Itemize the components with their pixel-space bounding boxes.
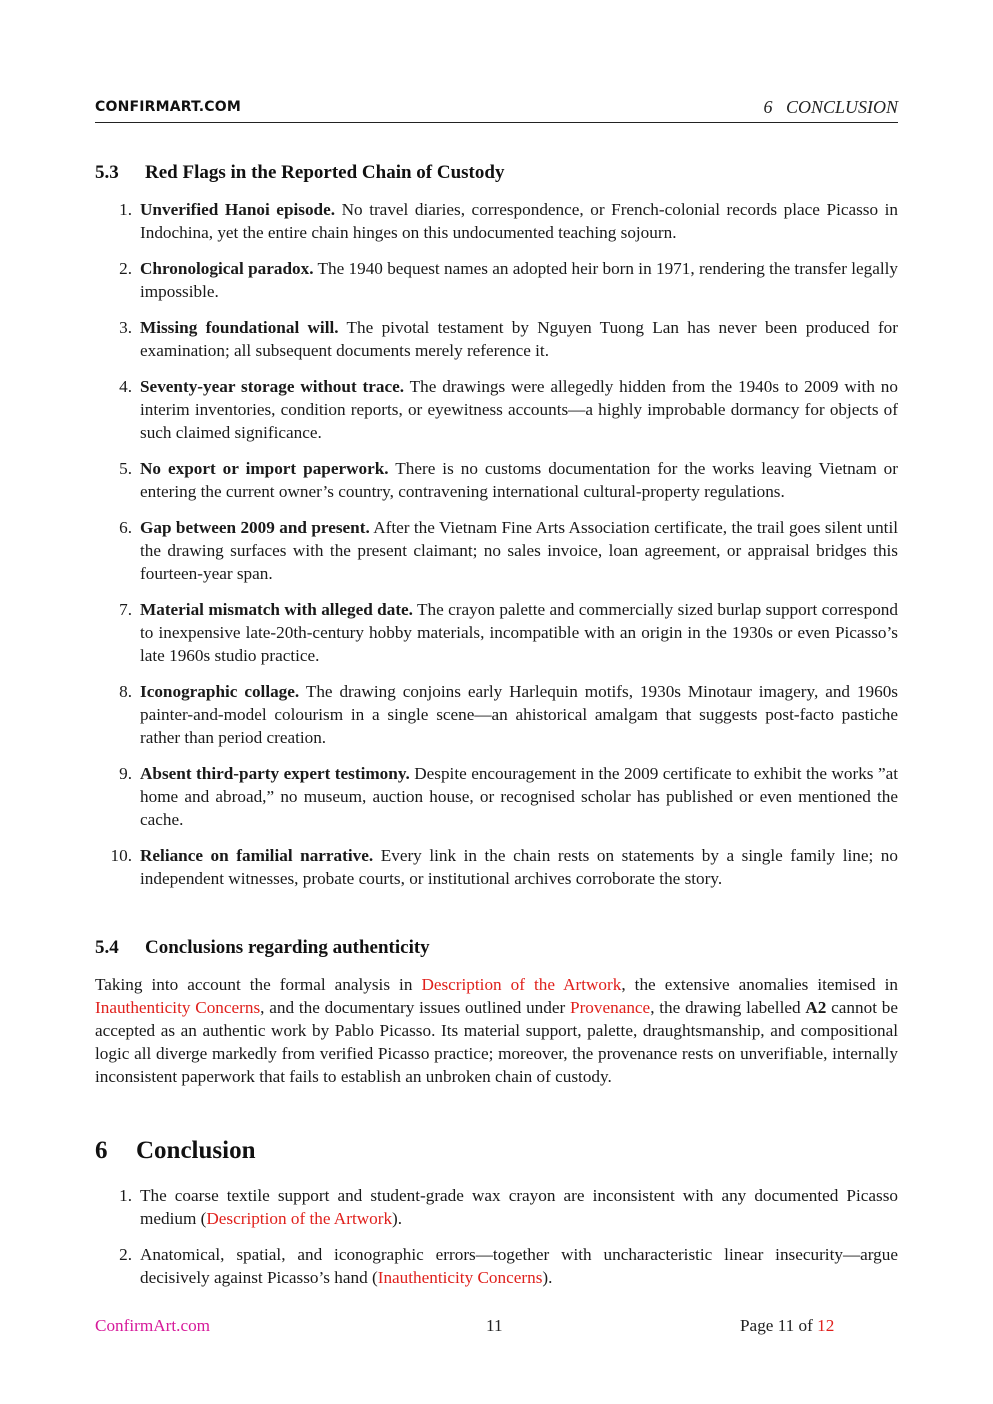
link-description-of-artwork[interactable]: Description of the Artwork <box>421 975 622 994</box>
section-heading-6: 6 Conclusion <box>95 1137 256 1164</box>
page-count: Page 11 of 12 <box>740 1316 835 1335</box>
list-item: 2. Chronological paradox. The 1940 bequest names an adopted heir born in 1971, rendering the transfer legally impossible. <box>119 259 898 301</box>
list-item: 10. Reliance on familial narrative. Every link in the chain rests on statements by a single family line; no independent witnesses, probate courts, or institutional archives corroborate the story. <box>110 846 898 888</box>
running-header <box>95 97 898 123</box>
list-item: 6. Gap between 2009 and present. After the Vietnam Fine Arts Association certificate, the trail goes silent until the drawing surfaces with the present claimant; no sales invoice, loan agreement, or appraisal bridges this fourteen-year span. <box>119 518 899 583</box>
list-item: 9. Absent third-party expert testimony. Despite encouragement in the 2009 certificate to exhibit the works ”at home and abroad,” no museum, auction house, or recognised scholar has published or even mentioned the cache. <box>119 764 898 829</box>
list-item: 7. Material mismatch with alleged date. The crayon palette and commercially sized burlap support correspond to inexpensive late-20th-century hobby materials, incompatible with an origin in the 1930s or even Picasso’s late 1960s studio practice. <box>119 600 898 665</box>
red-flags-list <box>95 198 898 890</box>
section-heading-5-3: 5.3 Red Flags in the Reported Chain of Custody <box>95 162 505 183</box>
section-heading-5-4: 5.4 Conclusions regarding authenticity <box>95 937 430 958</box>
link-inauthenticity-concerns[interactable]: Inauthenticity Concerns <box>95 998 261 1017</box>
list-item: 5. No export or import paperwork. There is no customs documentation for the works leaving Vietnam or entering the current owner’s country, contravening international cultural-property regulations. <box>119 459 898 501</box>
site-logo: CONFIRMART.COM <box>95 99 242 115</box>
list-item: 2. Anatomical, spatial, and iconographic errors—together with uncharacteristic linear insecurity—argue decisively against Picasso’s hand (Inauthenticity Concerns). <box>119 1245 898 1287</box>
list-item: 8. Iconographic collage. The drawing conjoins early Harlequin motifs, 1930s Minotaur imagery, and 1960s painter-and-model colourism in a single scene—an ahistorical amalgam that suggests post-facto pastiche rather than period creation. <box>119 682 898 747</box>
last-page-link[interactable]: 12 <box>817 1316 835 1335</box>
list-item: 3. Missing foundational will. The pivotal testament by Nguyen Tuong Lan has never been produced for examination; all subsequent documents merely reference it. <box>119 318 898 360</box>
link-inauthenticity-concerns[interactable]: Inauthenticity Concerns <box>377 1268 543 1287</box>
list-item: 1. The coarse textile support and student-grade wax crayon are inconsistent with any documented Picasso medium (Description of the Artwork). <box>119 1186 898 1228</box>
page-number: 11 <box>486 1316 503 1335</box>
footer-site-link[interactable]: ConfirmArt.com <box>95 1316 211 1335</box>
running-section-title: 6 CONCLUSION <box>763 97 898 117</box>
link-provenance[interactable]: Provenance <box>570 998 651 1017</box>
conclusion-list <box>95 1184 898 1289</box>
list-item: 4. Seventy-year storage without trace. The drawings were allegedly hidden from the 1940s to 2009 with no interim inventories, condition reports, or eyewitness accounts—a highly improbable dormancy for objects of such claimed significance. <box>119 377 898 442</box>
page-footer <box>95 1316 898 1340</box>
authenticity-conclusion-paragraph: Taking into account the formal analysis in Description of the Artwork, the extensive anomalies itemised in Inauthenticity Concerns, and the documentary issues outlined under Provenance, the drawing labelled A2 cannot be accepted as an authentic work by Pablo Picasso. Its material support, palette, draughtsmanship, and compositional logic all diverge markedly from verified Picasso practice; moreover, the provenance rests on unverifiable, internally inconsistent paperwork that fails to establish an unbroken chain of custody. <box>95 975 898 1086</box>
list-item: 1. Unverified Hanoi episode. No travel diaries, correspondence, or French-colonial records place Picasso in Indochina, yet the entire chain hinges on this undocumented teaching sojourn. <box>119 200 899 242</box>
link-description-of-artwork[interactable]: Description of the Artwork <box>206 1209 393 1228</box>
